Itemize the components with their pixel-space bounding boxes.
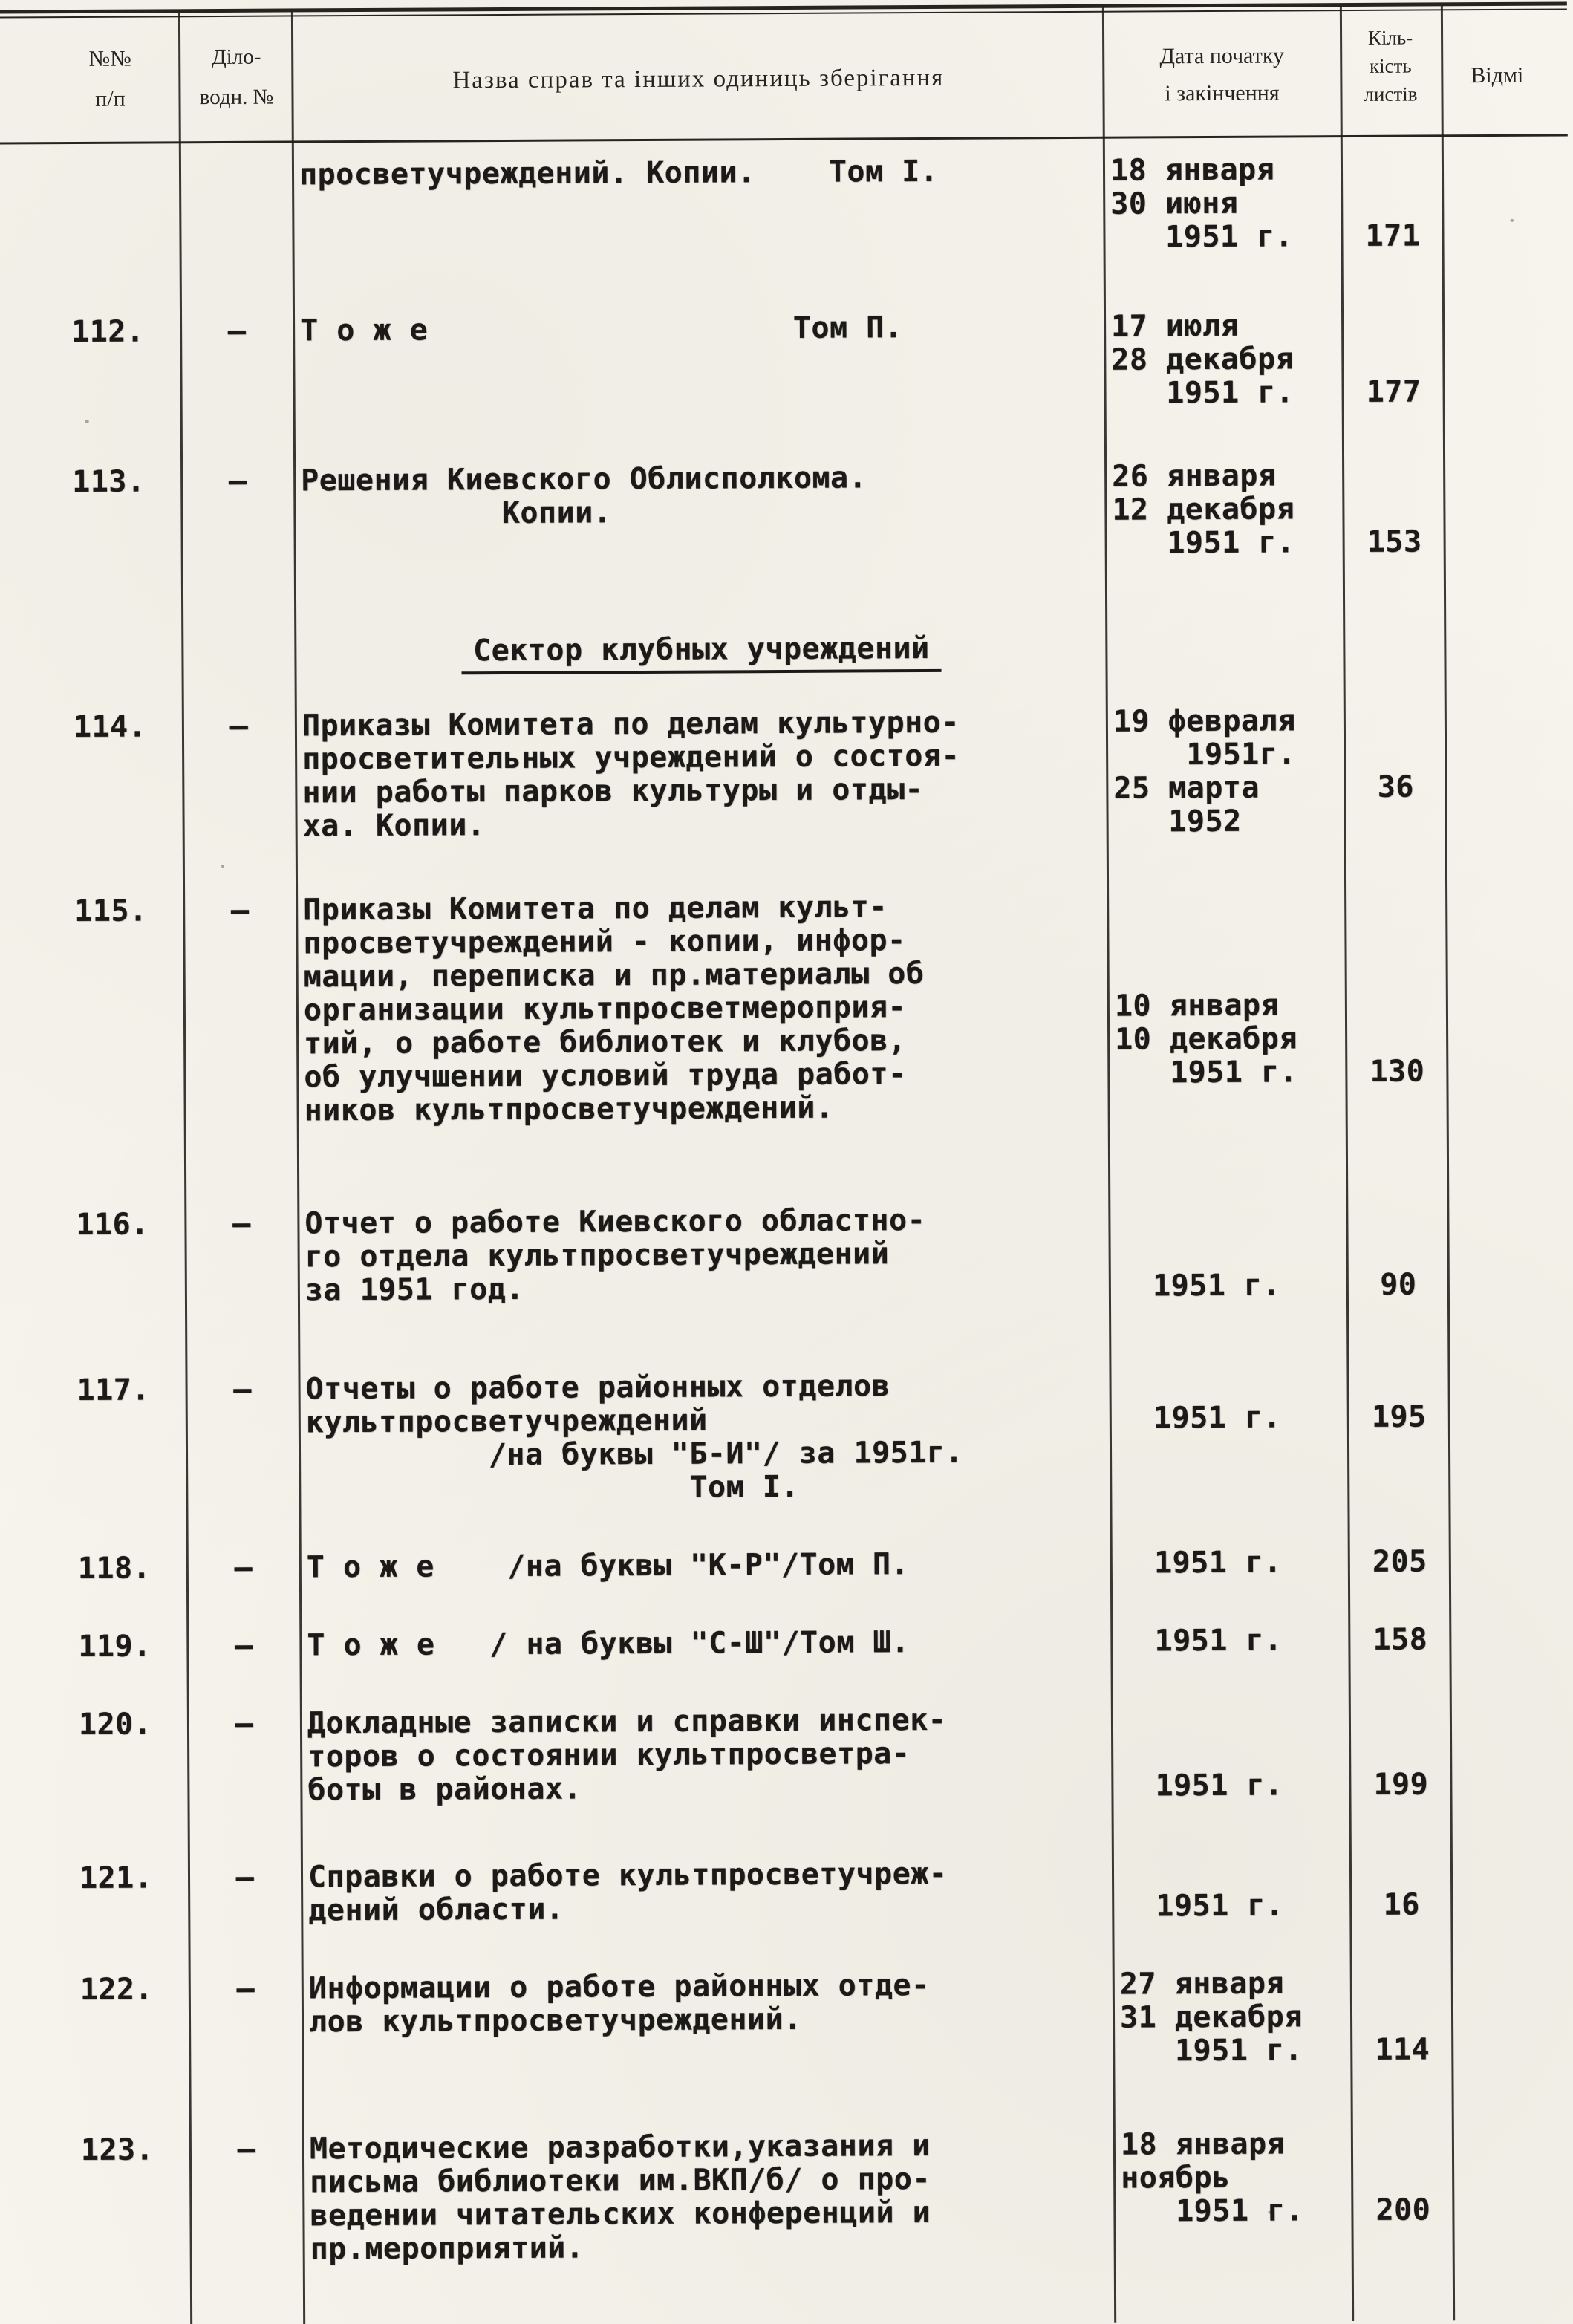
case-title: Отчет о работе Киевского областно- го отдела культпросветучреждений за 1951 год. <box>304 1203 926 1308</box>
table-row <box>3 1700 1573 1808</box>
header-col-number-line1: №№ <box>88 46 131 71</box>
date-range: 17 июля 28 декабря 1951 г. <box>1110 308 1294 411</box>
header-col-office-number-line1: Діло- <box>211 45 261 70</box>
record-office-number: – <box>235 1706 254 1741</box>
case-title: Методические разработки,указания и письма библиотеки им.ВКП/б/ о про- ведении читательских конференций и пр.мероприятий. <box>309 2129 931 2267</box>
sheet-count: 205 <box>1372 1544 1427 1579</box>
header-col-notes: Відмі <box>1471 62 1524 88</box>
table-row <box>0 458 1569 561</box>
sheet-count: 200 <box>1375 2193 1431 2227</box>
case-title: Отчеты о работе районных отделов культпросветучреждений /на буквы "Б-И"/ за 1951г. Том I. <box>305 1369 964 1507</box>
case-title: просветучреждений. Копии. Том I. <box>299 154 939 192</box>
header-col-number <box>40 39 180 120</box>
row-number: 113. <box>72 464 146 500</box>
sheet-count: 195 <box>1371 1399 1427 1434</box>
record-office-number: – <box>233 1372 253 1407</box>
table-row <box>0 152 1568 255</box>
row-number: 119. <box>78 1629 152 1664</box>
row-number: 112. <box>71 314 145 350</box>
header-col-sheet-count-line1: Кіль- <box>1367 26 1413 49</box>
scan-noise <box>1268 2211 1271 2214</box>
date-range: 26 января 12 декабря 1951 г. <box>1112 458 1295 561</box>
record-office-number: – <box>232 1206 251 1241</box>
header-col-title: Назва справ та інших одиниць зберігання <box>452 64 945 94</box>
header-col-sheet-count-line2: кість <box>1369 54 1412 77</box>
table-row <box>4 1854 1573 1928</box>
date-range: 1951 г. <box>1119 1888 1284 1924</box>
table-row <box>4 1965 1573 2069</box>
record-office-number: – <box>227 313 247 348</box>
table-row <box>0 1200 1573 1308</box>
row-number: 115. <box>74 894 148 929</box>
table-row <box>2 1622 1573 1664</box>
table-row <box>5 2126 1573 2267</box>
row-number: 120. <box>78 1707 152 1742</box>
record-office-number: – <box>234 1550 253 1585</box>
header-col-sheet-count-line3: листів <box>1364 82 1418 105</box>
case-title: Т о ж е / на буквы "С-Ш"/Том Ш. <box>307 1625 910 1663</box>
sheet-count: 158 <box>1372 1622 1428 1657</box>
record-office-number: – <box>228 463 247 498</box>
sheet-count: 199 <box>1373 1767 1429 1802</box>
case-title: Т о ж е /на буквы "К-Р"/Том П. <box>306 1547 910 1585</box>
case-title: Приказы Комитета по делам культ- просветучреждений - копии, инфор- мации, переписка и пр.материалы об организации культпросветмероприя- тий, о работе библиотек и клубов, об улучшении условий труда работ- ников культпросветучреждений. <box>303 890 925 1128</box>
record-office-number: – <box>237 2132 256 2167</box>
table-row <box>1 1366 1573 1507</box>
date-range: 1951 г. <box>1118 1623 1283 1659</box>
header-col-dates <box>1105 37 1339 113</box>
date-range: 19 февраля 1951г. 25 марта 1952 <box>1113 703 1297 839</box>
sheet-count: 130 <box>1370 1054 1425 1089</box>
row-number: 118. <box>77 1551 152 1586</box>
column-rule-4 <box>1340 6 1354 2321</box>
row-number: 117. <box>76 1373 151 1408</box>
row-number: 121. <box>79 1861 153 1895</box>
record-office-number: – <box>230 893 250 928</box>
date-range: 27 января 31 декабря 1951 г. <box>1119 1966 1303 2069</box>
scan-noise <box>1510 219 1514 222</box>
table-row <box>0 887 1572 1128</box>
sheet-count: 114 <box>1375 2032 1430 2067</box>
case-title: Решения Киевского Облисполкома. Копии. <box>301 460 867 532</box>
table-row <box>0 307 1569 411</box>
date-range: 10 января 10 декабря 1951 г. <box>1114 988 1298 1090</box>
row-number: 123. <box>80 2132 154 2167</box>
case-title: Приказы Комитета по делам культурно- просветительных учреждений о состоя- нии работы парков культуры и отды- ха. Копии. <box>302 705 960 844</box>
case-title: Т о ж е Том П. <box>300 310 903 348</box>
header-col-dates-line2: і закінчення <box>1165 80 1280 106</box>
row-number: 116. <box>76 1207 149 1243</box>
sheet-count: 36 <box>1377 769 1415 804</box>
table-row <box>2 1544 1573 1586</box>
header-col-dates-line1: Дата початку <box>1159 43 1285 69</box>
date-range: 1951 г. <box>1117 1545 1283 1581</box>
header-col-office-number-line2: водн. № <box>199 85 274 110</box>
record-office-number: – <box>236 1971 255 2006</box>
header-separator-rule <box>0 134 1568 144</box>
case-title: Информации о работе районных отде- лов культпросветучреждений. <box>308 1968 930 2040</box>
header-col-office-number <box>181 36 292 117</box>
sheet-count: 171 <box>1365 218 1421 253</box>
case-title: Докладные записки и справки инспек- торов о состоянии культпросветра- боты в районах. <box>307 1702 947 1808</box>
date-range: 1951 г. <box>1118 1768 1283 1803</box>
table-row <box>0 703 1571 844</box>
date-range: 1951 г. <box>1116 1268 1281 1303</box>
sheet-count: 153 <box>1367 524 1422 559</box>
scan-noise <box>85 420 89 423</box>
date-range: 1951 г. <box>1116 1400 1282 1436</box>
case-title: Справки о работе культпросветучреж- дений области. <box>307 1856 948 1928</box>
record-office-number: – <box>235 1860 255 1895</box>
date-range: 18 января 30 июня 1951 г. <box>1110 152 1294 255</box>
header-col-number-line2: п/п <box>95 86 126 111</box>
record-office-number: – <box>229 709 249 743</box>
row-number: 114. <box>73 709 147 745</box>
header-col-sheet-count <box>1341 23 1440 108</box>
record-office-number: – <box>234 1628 253 1663</box>
scan-noise <box>221 865 224 868</box>
column-rule-5 <box>1441 5 1455 2320</box>
sheet-count: 177 <box>1366 374 1421 409</box>
sheet-count: 16 <box>1383 1887 1420 1922</box>
section-header-text: Сектор клубных учреждений <box>461 632 942 674</box>
row-number: 122. <box>79 1972 154 2007</box>
section-header <box>297 631 1105 676</box>
date-range: 18 января ноябрь 1951 г. <box>1120 2126 1304 2229</box>
sheet-count: 90 <box>1380 1267 1417 1302</box>
